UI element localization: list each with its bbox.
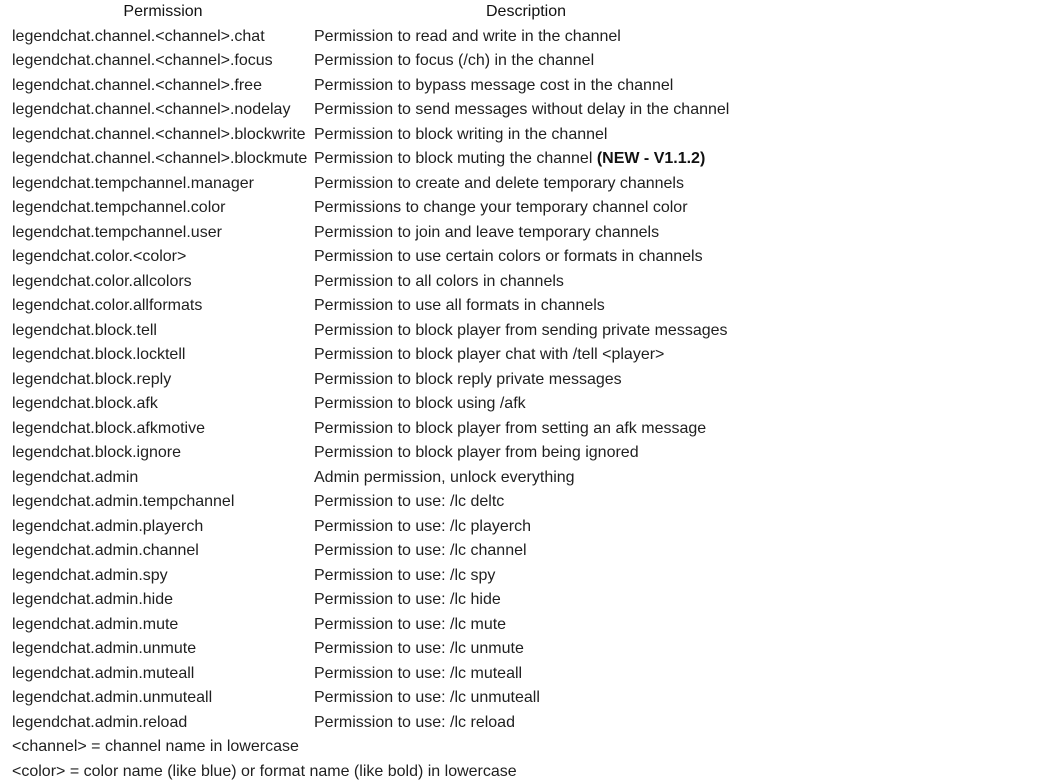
permission-description bbox=[314, 686, 540, 711]
description-text: Permission to block player from being ignored bbox=[314, 444, 639, 462]
table-row bbox=[12, 392, 1042, 417]
permission-description bbox=[314, 564, 495, 589]
permission-description bbox=[314, 490, 504, 515]
permission-description bbox=[314, 49, 594, 74]
permission-description bbox=[314, 441, 639, 466]
table-row bbox=[12, 368, 1042, 393]
description-text: Admin permission, unlock everything bbox=[314, 468, 575, 486]
permission-description bbox=[314, 466, 575, 491]
permission-node: legendchat.admin.reload bbox=[12, 713, 188, 731]
table-row bbox=[12, 98, 1042, 123]
description-text: Permissions to change your temporary channel color bbox=[314, 199, 688, 217]
permission-description bbox=[314, 711, 515, 736]
permission-description bbox=[314, 196, 688, 221]
header-permission: Permission bbox=[123, 3, 203, 20]
permission-description bbox=[314, 294, 605, 319]
table-row bbox=[12, 221, 1042, 246]
description-text: Permission to block muting the channel bbox=[314, 150, 597, 168]
description-text: Permission to use: /lc muteall bbox=[314, 664, 523, 682]
table-row bbox=[12, 711, 1042, 736]
description-text: Permission to join and leave temporary channels bbox=[314, 223, 660, 241]
table-row bbox=[12, 662, 1042, 687]
description-text: Permission to all colors in channels bbox=[314, 272, 564, 290]
permission-node: legendchat.block.afk bbox=[12, 395, 158, 413]
table-row bbox=[12, 417, 1042, 442]
table-row bbox=[12, 245, 1042, 270]
table-row bbox=[12, 637, 1042, 662]
permission-node: legendchat.channel.<channel>.nodelay bbox=[12, 101, 291, 119]
permission-node: legendchat.color.allformats bbox=[12, 297, 203, 315]
table-row bbox=[12, 343, 1042, 368]
permission-node: legendchat.channel.<channel>.focus bbox=[12, 52, 273, 70]
permission-description bbox=[314, 613, 506, 638]
permission-node: legendchat.admin.channel bbox=[12, 542, 199, 560]
permission-description bbox=[314, 343, 664, 368]
table-row bbox=[12, 147, 1042, 172]
table-row bbox=[12, 319, 1042, 344]
description-text: Permission to send messages without delay in the channel bbox=[314, 101, 730, 119]
permission-node: legendchat.admin.spy bbox=[12, 566, 168, 584]
description-text: Permission to block player from sending private messages bbox=[314, 321, 728, 339]
description-text: Permission to use: /lc reload bbox=[314, 713, 515, 731]
permission-node: legendchat.tempchannel.user bbox=[12, 223, 222, 241]
permission-description bbox=[314, 147, 705, 172]
permission-description bbox=[314, 245, 703, 270]
permission-description bbox=[314, 25, 621, 50]
permission-description bbox=[314, 588, 501, 613]
permission-node: legendchat.color.<color> bbox=[12, 248, 187, 266]
permission-node: legendchat.admin.unmuteall bbox=[12, 689, 213, 707]
table-body bbox=[12, 25, 1042, 736]
permission-node: legendchat.channel.<channel>.chat bbox=[12, 27, 265, 45]
description-text: Permission to block reply private messages bbox=[314, 370, 622, 388]
permission-description bbox=[314, 417, 706, 442]
description-text: Permission to block player chat with /tell <player> bbox=[314, 346, 665, 364]
version-note: (NEW - V1.1.2) bbox=[596, 150, 706, 168]
permission-node: legendchat.block.ignore bbox=[12, 444, 182, 462]
permission-node: legendchat.block.reply bbox=[12, 370, 172, 388]
permission-node: legendchat.admin.tempchannel bbox=[12, 493, 235, 511]
description-text: Permission to create and delete temporary channels bbox=[314, 174, 684, 192]
permission-description bbox=[314, 368, 622, 393]
description-text: Permission to use: /lc spy bbox=[314, 566, 496, 584]
description-text: Permission to block writing in the channel bbox=[314, 125, 608, 143]
table-row bbox=[12, 564, 1042, 589]
table-row bbox=[12, 25, 1042, 50]
description-text: Permission to bypass message cost in the channel bbox=[314, 76, 674, 94]
permissions-document bbox=[12, 0, 1042, 784]
footnote: <color> = color name (like blue) or format name (like bold) in lowercase bbox=[12, 762, 517, 780]
description-text: Permission to focus (/ch) in the channel bbox=[314, 52, 595, 70]
permission-node: legendchat.tempchannel.manager bbox=[12, 174, 254, 192]
description-text: Permission to use: /lc unmute bbox=[314, 640, 524, 658]
description-text: Permission to block player from setting an afk message bbox=[314, 419, 707, 437]
permission-description bbox=[314, 662, 522, 687]
permission-node: legendchat.admin.mute bbox=[12, 615, 179, 633]
permission-node: legendchat.channel.<channel>.blockwrite bbox=[12, 125, 306, 143]
table-row bbox=[12, 613, 1042, 638]
header-description: Description bbox=[485, 3, 567, 20]
permission-description bbox=[314, 392, 526, 417]
table-row bbox=[12, 294, 1042, 319]
description-text: Permission to use: /lc channel bbox=[314, 542, 527, 560]
table-row bbox=[12, 74, 1042, 99]
table-row bbox=[12, 270, 1042, 295]
table-row bbox=[12, 490, 1042, 515]
footnotes bbox=[12, 735, 1042, 784]
table-row bbox=[12, 686, 1042, 711]
permission-node: legendchat.admin bbox=[12, 468, 139, 486]
permission-node: legendchat.channel.<channel>.free bbox=[12, 76, 262, 94]
permission-node: legendchat.block.locktell bbox=[12, 346, 186, 364]
table-row bbox=[12, 588, 1042, 613]
permission-node: legendchat.admin.muteall bbox=[12, 664, 195, 682]
permission-node: legendchat.admin.unmute bbox=[12, 640, 197, 658]
permission-description bbox=[314, 74, 673, 99]
description-text: Permission to use: /lc unmuteall bbox=[314, 689, 540, 707]
permission-node: legendchat.admin.playerch bbox=[12, 517, 204, 535]
permission-description bbox=[314, 123, 607, 148]
description-text: Permission to use: /lc hide bbox=[314, 591, 501, 609]
description-text: Permission to read and write in the channel bbox=[314, 27, 621, 45]
permission-node: legendchat.admin.hide bbox=[12, 591, 174, 609]
permission-description bbox=[314, 319, 728, 344]
permission-description bbox=[314, 98, 729, 123]
table-row bbox=[12, 49, 1042, 74]
permission-node: legendchat.channel.<channel>.blockmute bbox=[12, 150, 308, 168]
permission-description bbox=[314, 270, 564, 295]
description-text: Permission to use certain colors or formats in channels bbox=[314, 248, 703, 266]
footnote: <channel> = channel name in lowercase bbox=[12, 738, 299, 756]
table-row bbox=[12, 539, 1042, 564]
description-text: Permission to block using /afk bbox=[314, 395, 526, 413]
table-row bbox=[12, 196, 1042, 221]
description-text: Permission to use all formats in channels bbox=[314, 297, 605, 315]
permission-node: legendchat.tempchannel.color bbox=[12, 199, 226, 217]
permission-node: legendchat.color.allcolors bbox=[12, 272, 192, 290]
permission-description bbox=[314, 221, 659, 246]
table-row bbox=[12, 123, 1042, 148]
description-text: Permission to use: /lc playerch bbox=[314, 517, 531, 535]
table-row bbox=[12, 172, 1042, 197]
permission-description bbox=[314, 637, 524, 662]
description-text: Permission to use: /lc deltc bbox=[314, 493, 505, 511]
permission-description bbox=[314, 515, 531, 540]
permission-description bbox=[314, 172, 684, 197]
permission-node: legendchat.block.afkmotive bbox=[12, 419, 205, 437]
description-text: Permission to use: /lc mute bbox=[314, 615, 507, 633]
table-row bbox=[12, 515, 1042, 540]
permission-description bbox=[314, 539, 527, 564]
table-row bbox=[12, 466, 1042, 491]
table-row bbox=[12, 441, 1042, 466]
permission-node: legendchat.block.tell bbox=[12, 321, 157, 339]
table-header bbox=[12, 0, 1042, 25]
